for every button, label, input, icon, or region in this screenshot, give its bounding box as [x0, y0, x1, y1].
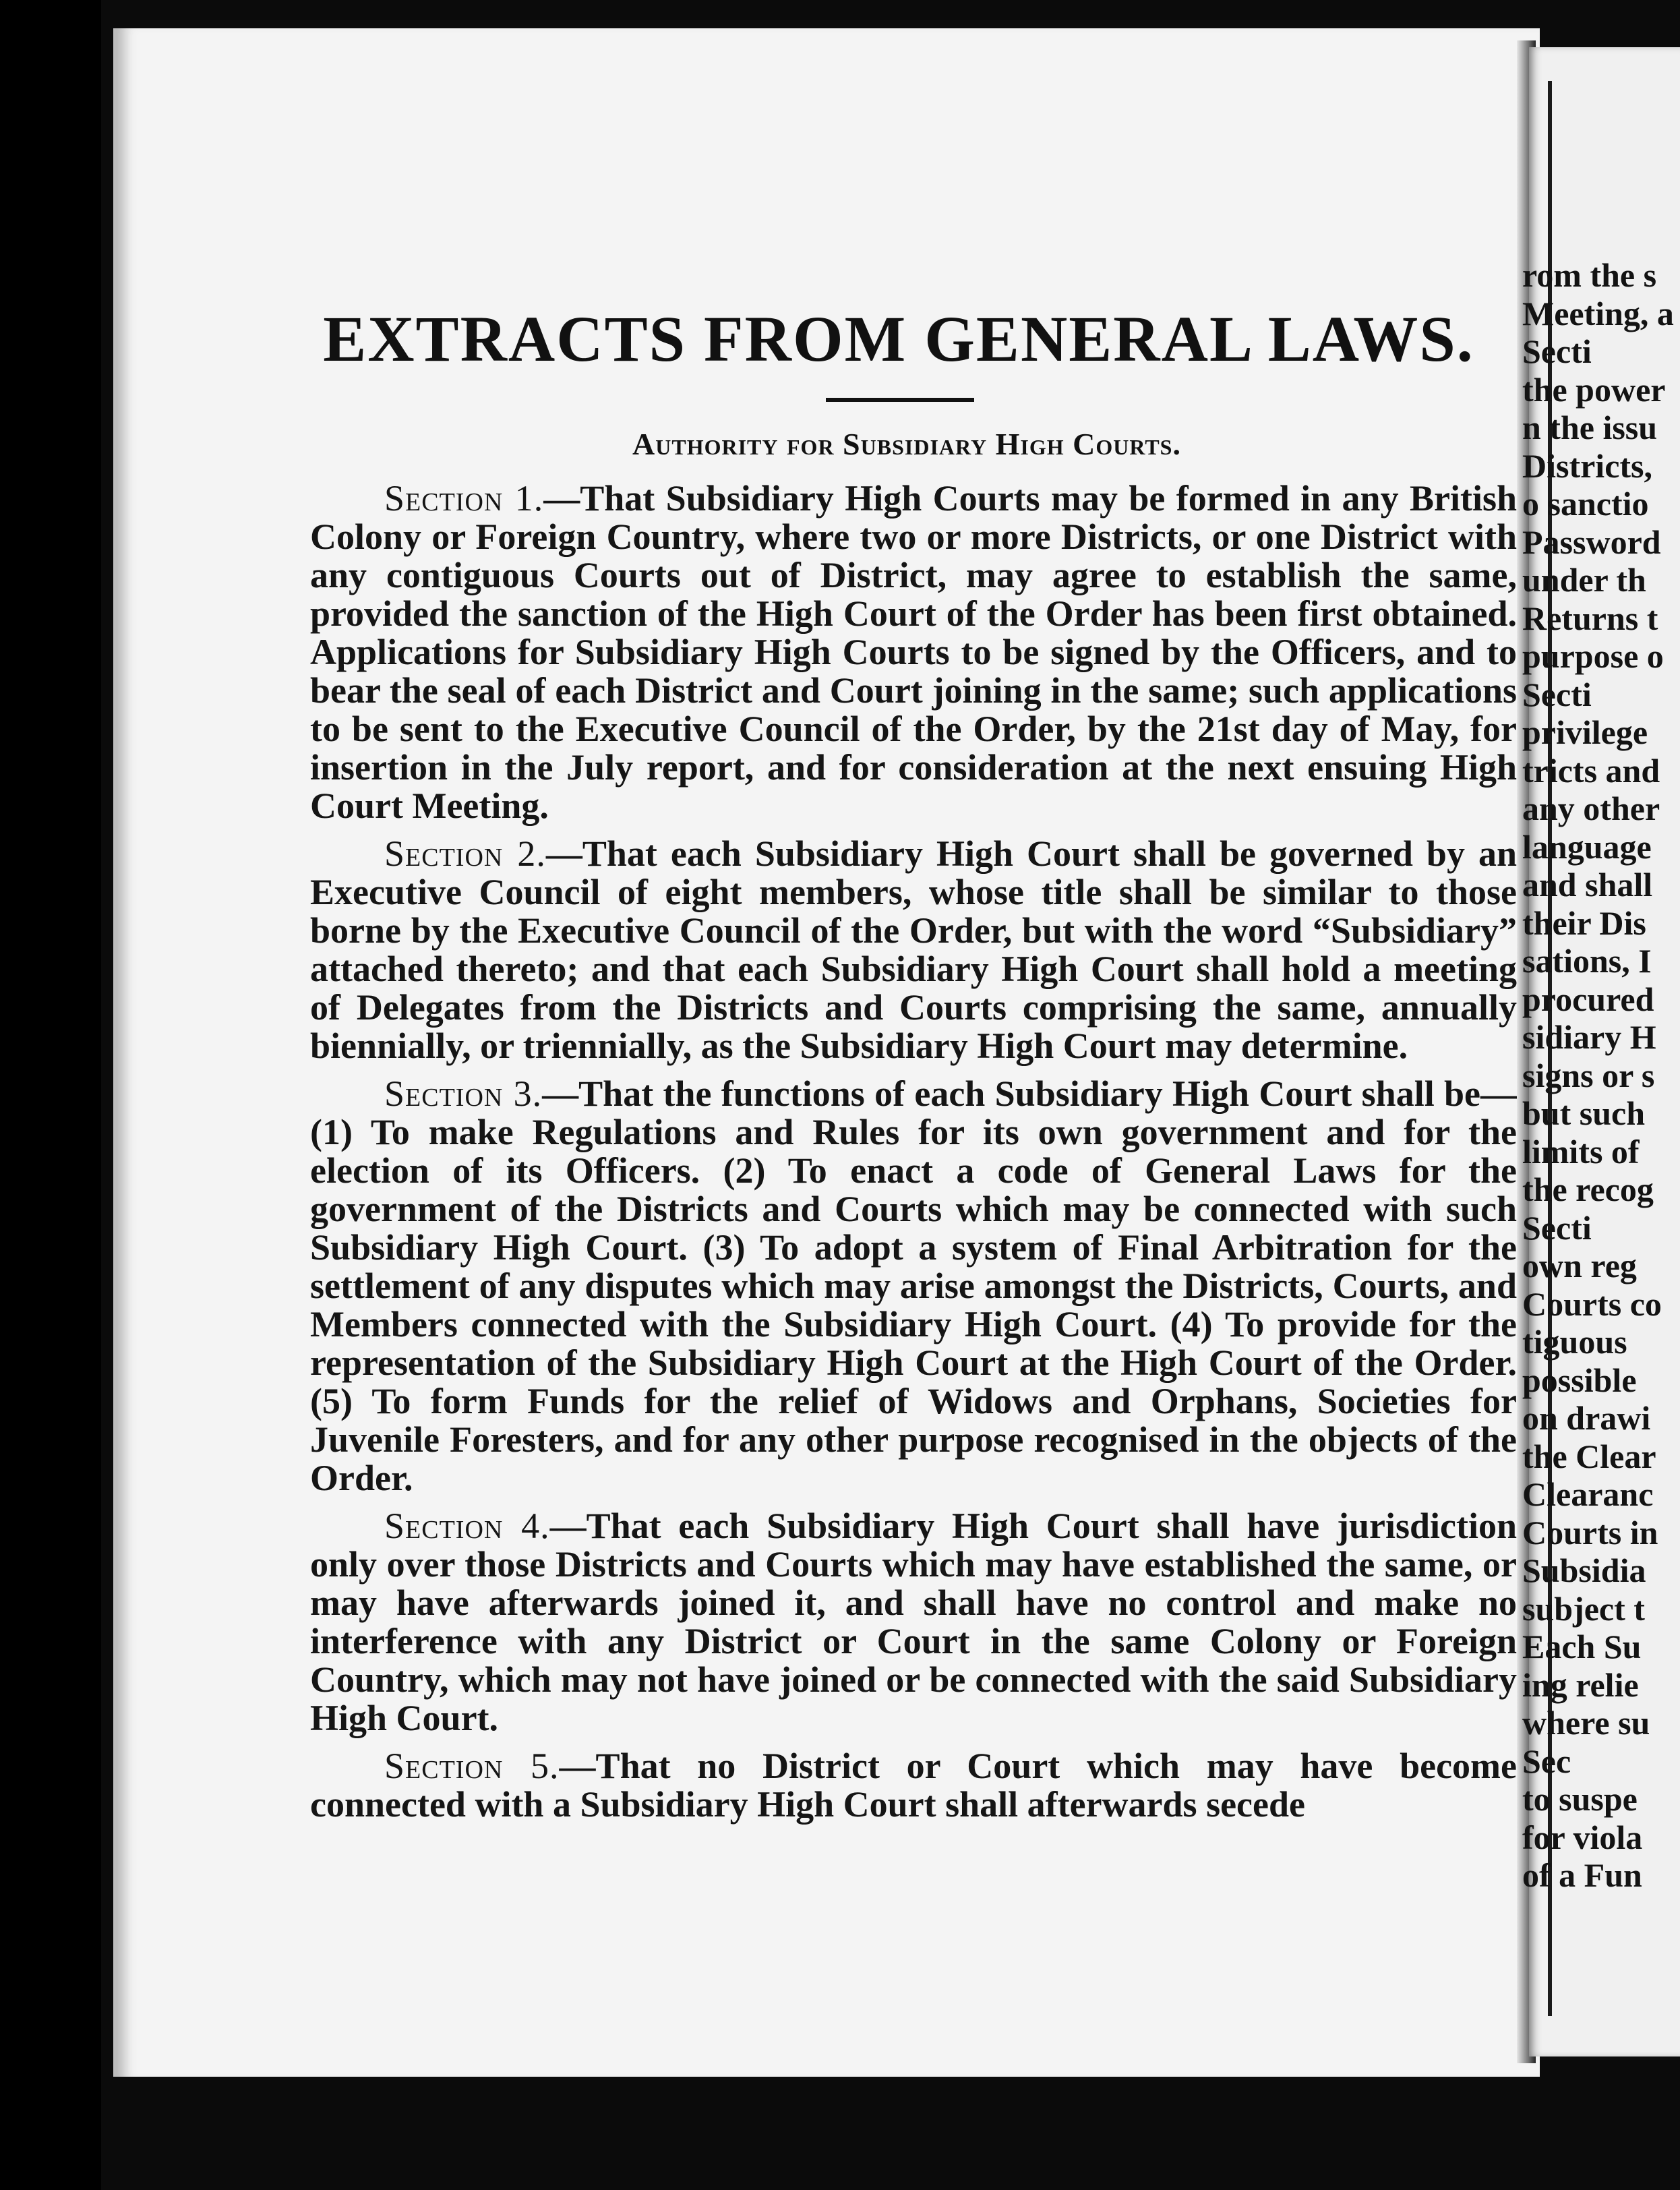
adjacent-page-line: Courts in [1522, 1513, 1658, 1551]
section-text: —That the functions of each Subsidiary High Court shall be—(1) To make Regulations and Rules for its own government and for the election of its Officers. (2) To enact a code of General Laws for the government of the Districts and Courts which may be connected with such Subsidiary High Court. (3) To adopt a system of Final Arbitration for the settlement of any disputes which may arise amongst the Districts, Courts, and Members connected with the Subsidiary High Court. (4) To provide for the representation of the Subsidiary High Court at the High Court of the Order. (5) To form Funds for the relief of Widows and Orphans, Societies for Juvenile Foresters, and for any other purpose recognised in the objects of the Order. [310, 1073, 1517, 1498]
adjacent-page-line: rom the s [1522, 256, 1657, 294]
adjacent-page-line: Subsidia [1522, 1551, 1646, 1589]
title-rule [826, 398, 974, 402]
adjacent-page-line: Clearanc [1522, 1475, 1654, 1513]
section-text: —That each Subsidiary High Court shall have jurisdiction only over those Districts and Courts which may have established the same, or may have afterwards joined it, and shall have no control and make no interference with any District or Court in the same Colony or Foreign Country, which may not have joined or be connected with the said Subsidiary High Court. [310, 1505, 1517, 1738]
adjacent-page-line: Districts, [1522, 446, 1652, 485]
adjacent-page-line: n the issu [1522, 409, 1658, 446]
adjacent-page-line: but such [1522, 1094, 1646, 1132]
adjacent-page-line: any other [1522, 790, 1660, 827]
page-title: EXTRACTS FROM GENERAL LAWS. [323, 303, 1474, 375]
section-label: Section 2. [384, 833, 546, 874]
adjacent-page-line: Secti [1522, 675, 1592, 713]
adjacent-page-line: purpose o [1522, 637, 1664, 675]
adjacent-page-line: Each Su [1522, 1628, 1642, 1665]
adjacent-page-line: Courts co [1522, 1284, 1662, 1323]
section-label: Section 4. [384, 1505, 550, 1546]
adjacent-page-line: sations, I [1522, 942, 1652, 980]
adjacent-page-line: of a Fun [1522, 1856, 1642, 1894]
adjacent-page-line: on drawi [1522, 1399, 1651, 1437]
adjacent-page-line: signs or s [1522, 1056, 1655, 1094]
subtitle: Authority for Subsidiary High Courts. [632, 426, 1181, 461]
section-text: —That no District or Court which may have become connected with a Subsidiary High Court shall afterwards secede [310, 1745, 1518, 1825]
scan-dark-margin [0, 0, 101, 2190]
adjacent-page-line: their Dis [1522, 904, 1646, 942]
adjacent-page-line: tiguous [1522, 1323, 1627, 1361]
adjacent-page-line: for viola [1522, 1818, 1643, 1856]
scan-bottom-shadow [101, 2077, 1680, 2190]
section-1 [310, 479, 1517, 825]
adjacent-page-line: the Clear [1522, 1437, 1656, 1475]
page-text-column [310, 303, 1517, 1833]
adjacent-page-line: and shall [1522, 866, 1653, 904]
adjacent-page-line: o sanctio [1522, 485, 1649, 523]
adjacent-page-line: Secti [1522, 1208, 1592, 1247]
section-4 [310, 1507, 1517, 1738]
adjacent-page-line: the recog [1522, 1171, 1654, 1208]
adjacent-page-line: where su [1522, 1704, 1650, 1742]
adjacent-page-line: possible [1522, 1361, 1637, 1399]
adjacent-page-line: own reg [1522, 1247, 1637, 1284]
section-label: Section 5. [384, 1745, 560, 1786]
section-text: —That Subsidiary High Courts may be formed in any British Colony or Foreign Country, where two or more Districts, or one District with any contiguous Courts out of District, may agree to establish the same, provided the sanction of the High Court of the Order has been first obtained. Applications for Subsidiary High Courts to be signed by the Officers, and to bear the seal of each District and Court joining in the same; such applications to be sent to the Executive Council of the Order, by the 21st day of May, for insertion in the July report, and for consideration at the next ensuing High Court Meeting. [310, 477, 1518, 826]
section-3 [310, 1075, 1517, 1498]
adjacent-page-line: limits of [1522, 1132, 1640, 1171]
adjacent-page-line: tricts and [1522, 751, 1660, 790]
adjacent-page-line: under th [1522, 561, 1646, 599]
adjacent-page-line: Password [1522, 523, 1661, 561]
adjacent-page-line: language [1522, 827, 1652, 866]
adjacent-page-line: to suspe [1522, 1780, 1638, 1818]
adjacent-page-line: ing relie [1522, 1665, 1639, 1704]
adjacent-page-line: privilege [1522, 713, 1648, 751]
adjacent-page-line: Returns t [1522, 599, 1658, 637]
section-5 [310, 1747, 1517, 1824]
section-text: —That each Subsidiary High Court shall be governed by an Executive Council of eight members, whose title shall be similar to those borne by the Executive Council of the Order, but with the word “Subsidiary” attached thereto; and that each Subsidiary High Court shall hold a meeting of Delegates from the Districts and Courts comprising the same, annually biennially, or triennially, as the Subsidiary High Court may determine. [310, 833, 1517, 1066]
section-label: Section 3. [384, 1073, 543, 1114]
adjacent-page-line: Sec [1522, 1742, 1571, 1780]
section-2 [310, 835, 1517, 1065]
adjacent-page-line: Meeting, a [1522, 294, 1674, 332]
adjacent-page-text [1522, 256, 1680, 1895]
adjacent-page-line: procured [1522, 980, 1654, 1018]
section-label: Section 1. [384, 477, 544, 519]
adjacent-page-line: sidiary H [1522, 1018, 1656, 1056]
adjacent-page-line: Secti [1522, 332, 1592, 370]
adjacent-page-line: subject t [1522, 1589, 1645, 1628]
adjacent-page-line: the power [1522, 370, 1666, 409]
